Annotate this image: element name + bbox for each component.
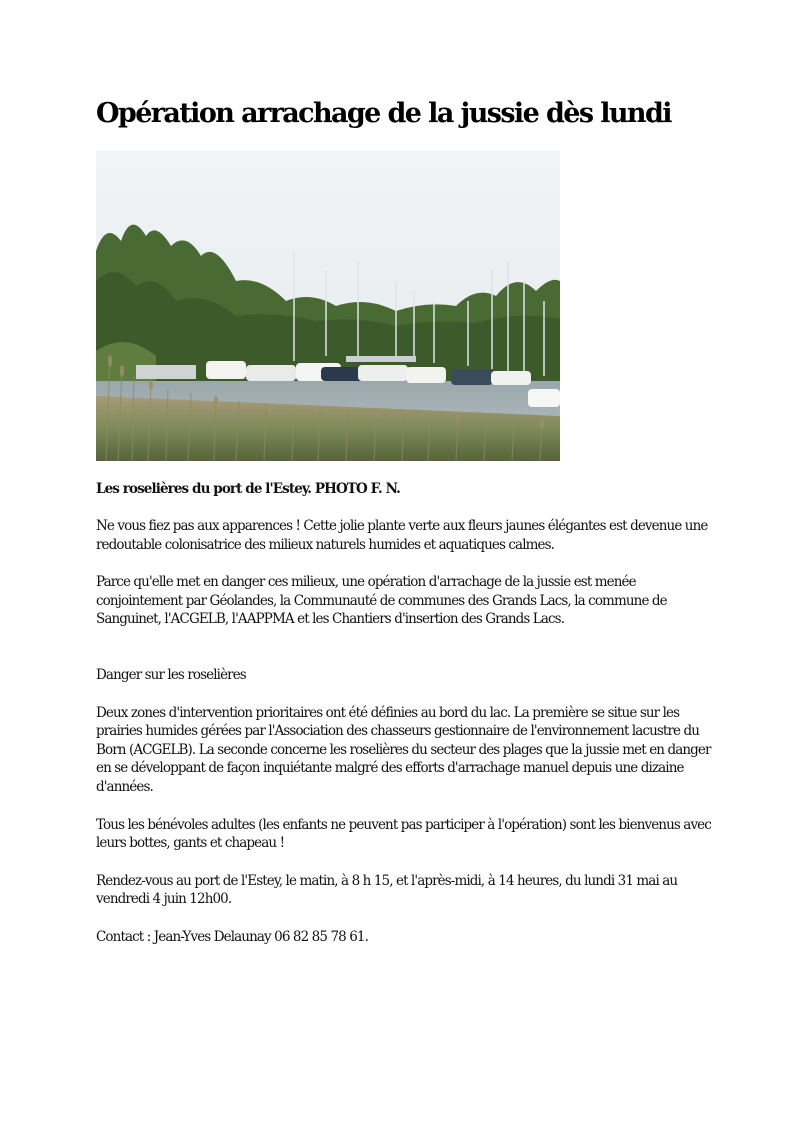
intro-paragraph: Ne vous fiez pas aux apparences ! Cette jolie plante verte aux fleurs jaunes élégantes est devenue une redoutable colonisatrice des milieux naturels humides et aquatiques calmes. <box>96 518 708 553</box>
photo-caption: Les roselières du port de l'Estey. PHOTO F. N. <box>96 481 400 497</box>
article-title: Opération arrachage de la jussie dès lundi <box>96 98 671 129</box>
body-paragraph: Parce qu'elle met en danger ces milieux, une opération d'arrachage de la jussie est menée conjointement par Géolandes, la Communauté de communes des Grands Lacs, la commune de Sanguinet, l'ACGELB, l'AAPPMA et les Chantiers d'insertion des Grands Lacs. <box>96 574 667 628</box>
body-paragraph: Deux zones d'intervention prioritaires ont été définies au bord du lac. La première se situe sur les prairies humides gérées par l'Association des chasseurs gestionnaire de l'environnement lacustre du Born (ACGELB). La seconde concerne les roselières du secteur des plages que la jussie met en danger en se développant de façon inquiétante malgré des efforts d'arrachage manuel depuis une dizaine d'années. <box>96 704 711 795</box>
body-paragraph: Rendez-vous au port de l'Estey, le matin, à 8 h 15, et l'après-midi, à 14 heures, du lundi 31 mai au vendredi 4 juin 12h00. <box>96 872 678 908</box>
section-subheading: Danger sur les roselières <box>96 666 246 683</box>
contact-line: Contact : Jean-Yves Delaunay 06 82 85 78 61. <box>96 928 368 945</box>
marina-photo-illustration <box>96 151 560 461</box>
marina-photo <box>96 151 560 461</box>
body-paragraph: Tous les bénévoles adultes (les enfants ne peuvent pas participer à l'opération) sont les bienvenus avec leurs bottes, gants et chapeau ! <box>96 816 711 852</box>
article <box>96 92 712 947</box>
